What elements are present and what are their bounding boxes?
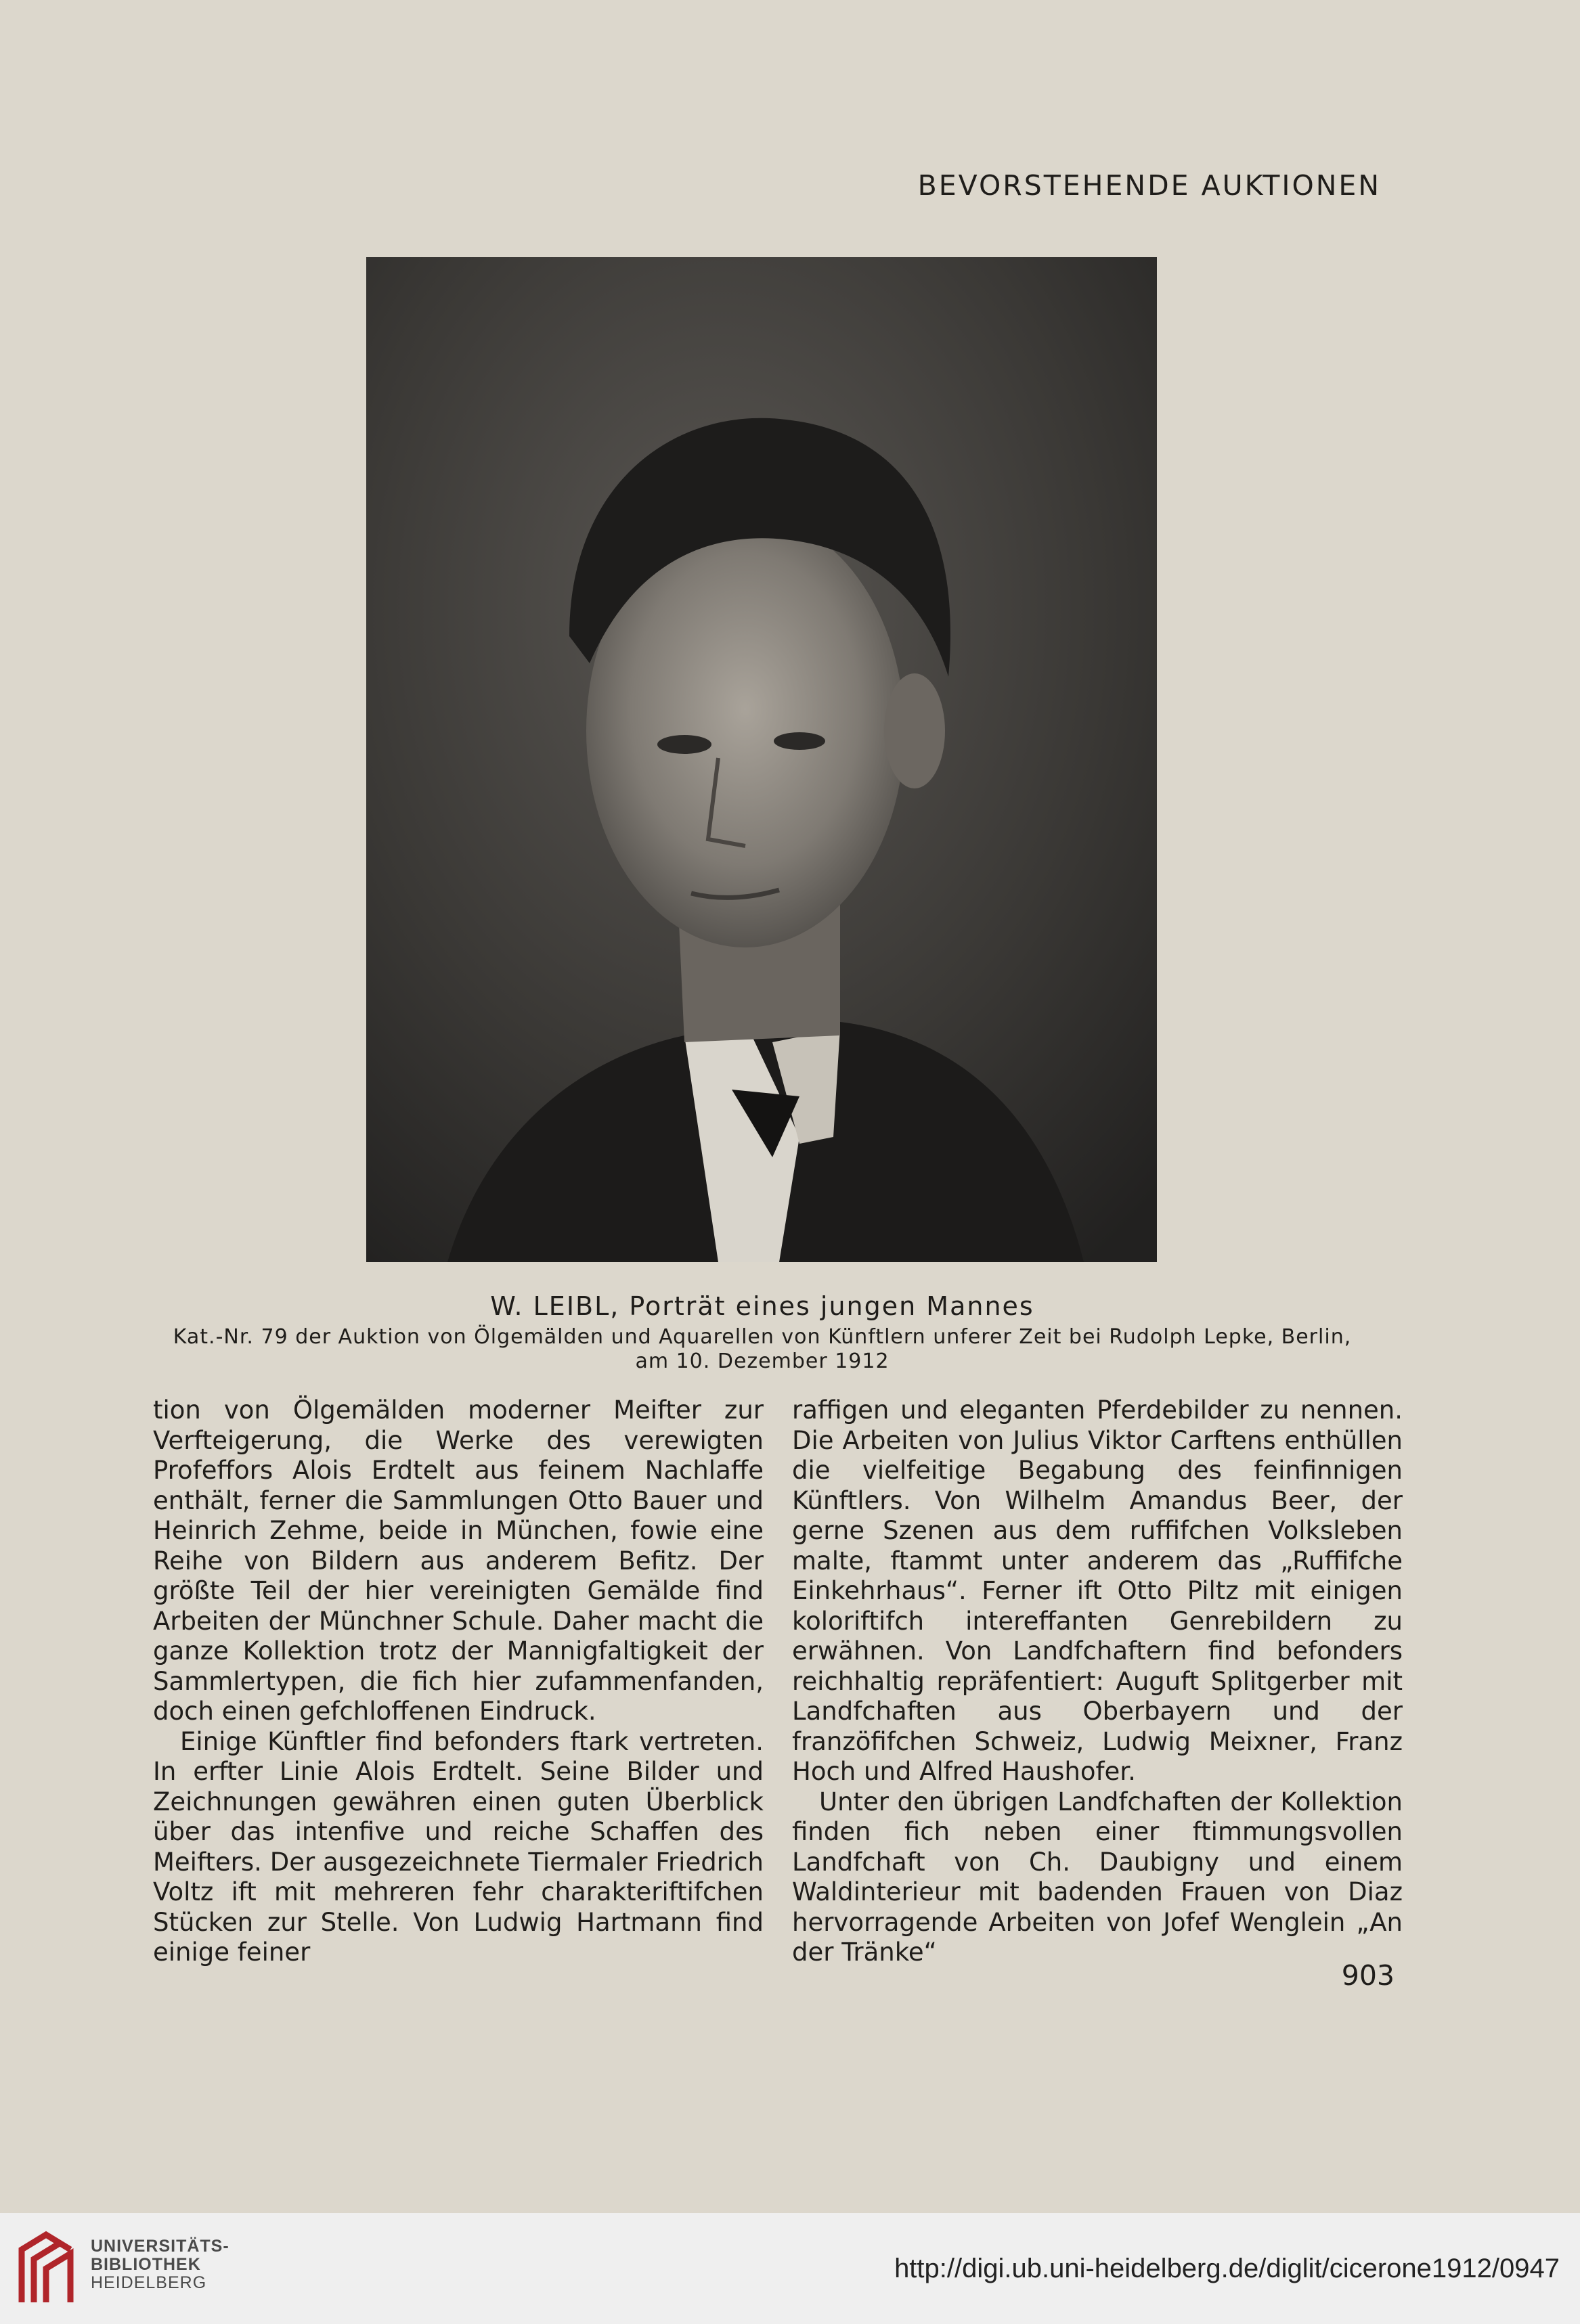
digitization-footer bbox=[0, 2213, 1580, 2324]
paragraph: raffigen und eleganten Pferdebilder zu nennen. Die Arbeiten von Julius Viktor Carftens enthüllen die vielfeitige Begabung des feinfinnigen Künftlers. Von Wilhelm Amandus Beer, der gerne Szenen aus dem ruffifchen Volksleben malte, ftammt unter anderem das „Ruffifche Einkehrhaus“. Ferner ift Otto Piltz mit einigen koloriftifch intereffanten Genrebildern zu erwähnen. Von Landfchaftern find befonders reichhaltig repräfentiert: Auguft Splitgerber mit Landfchaften aus Oberbayern und der franzöfifchen Schweiz, Ludwig Meixner, Franz Hoch und Alfred Haushofer. bbox=[792, 1395, 1403, 1786]
text-column-right bbox=[792, 1395, 1403, 1968]
running-title: BEVORSTEHENDE AUKTIONEN bbox=[917, 169, 1381, 202]
paragraph: tion von Ölgemälden moderner Meifter zur Verfteigerung, die Werke des verewigten Profeffors Alois Erdtelt aus feinem Nachlaffe enthält, ferner die Sammlungen Otto Bauer und Heinrich Zehme, beide in München, fowie eine Reihe von Bildern aus anderem Befitz. Der größte Teil der hier vereinigten Gemälde find Arbeiten der Münchner Schule. Daher macht die ganze Kollektion trotz der Mannigfaltigkeit der Sammlertypen, die fich hier zufammenfanden, doch einen gefchloffenen Eindruck. bbox=[153, 1395, 764, 1726]
caption-subtitle-line: am 10. Dezember 1912 bbox=[635, 1349, 890, 1373]
caption-title: W. LEIBL, Porträt eines jungen Mannes bbox=[490, 1291, 1034, 1321]
portrait-image bbox=[366, 257, 1157, 1262]
library-logo-icon bbox=[16, 2229, 76, 2308]
library-name-line: BIBLIOTHEK bbox=[91, 2255, 201, 2274]
caption-subtitle-line: Kat.-Nr. 79 der Auktion von Ölgemälden und Aquarellen von Künftlern unferer Zeit bei Rudolph Lepke, Berlin, bbox=[173, 1325, 1352, 1349]
portrait-plate bbox=[366, 257, 1157, 1262]
library-name-line: HEIDELBERG bbox=[91, 2273, 207, 2292]
source-url-link[interactable]: http://digi.ub.uni-heidelberg.de/diglit/cicerone1912/0947 bbox=[894, 2254, 1560, 2283]
text-column-left bbox=[153, 1395, 764, 1968]
paragraph: Unter den übrigen Landfchaften der Kollektion finden fich neben einer ftimmungsvollen Landfchaft von Ch. Daubigny und einem Waldinterieur mit badenden Frauen von Diaz hervorragende Arbeiten von Jofef Wenglein „An der Tränke“ bbox=[792, 1787, 1403, 1967]
paragraph: Einige Künftler find befonders ftark vertreten. In erfter Linie Alois Erdtelt. Seine Bilder und Zeichnungen gewähren einen guten Überblick über das intenfive und reiche Schaffen des Meifters. Der ausgezeichnete Tiermaler Friedrich Voltz ift mit mehreren fehr charakteriftifchen Stücken zur Stelle. Von Ludwig Hartmann find einige feiner bbox=[153, 1726, 764, 1967]
caption-subtitle bbox=[135, 1325, 1389, 1374]
library-name bbox=[91, 2237, 229, 2292]
page-number: 903 bbox=[1341, 1959, 1395, 1992]
library-name-line: UNIVERSITÄTS- bbox=[91, 2237, 229, 2256]
